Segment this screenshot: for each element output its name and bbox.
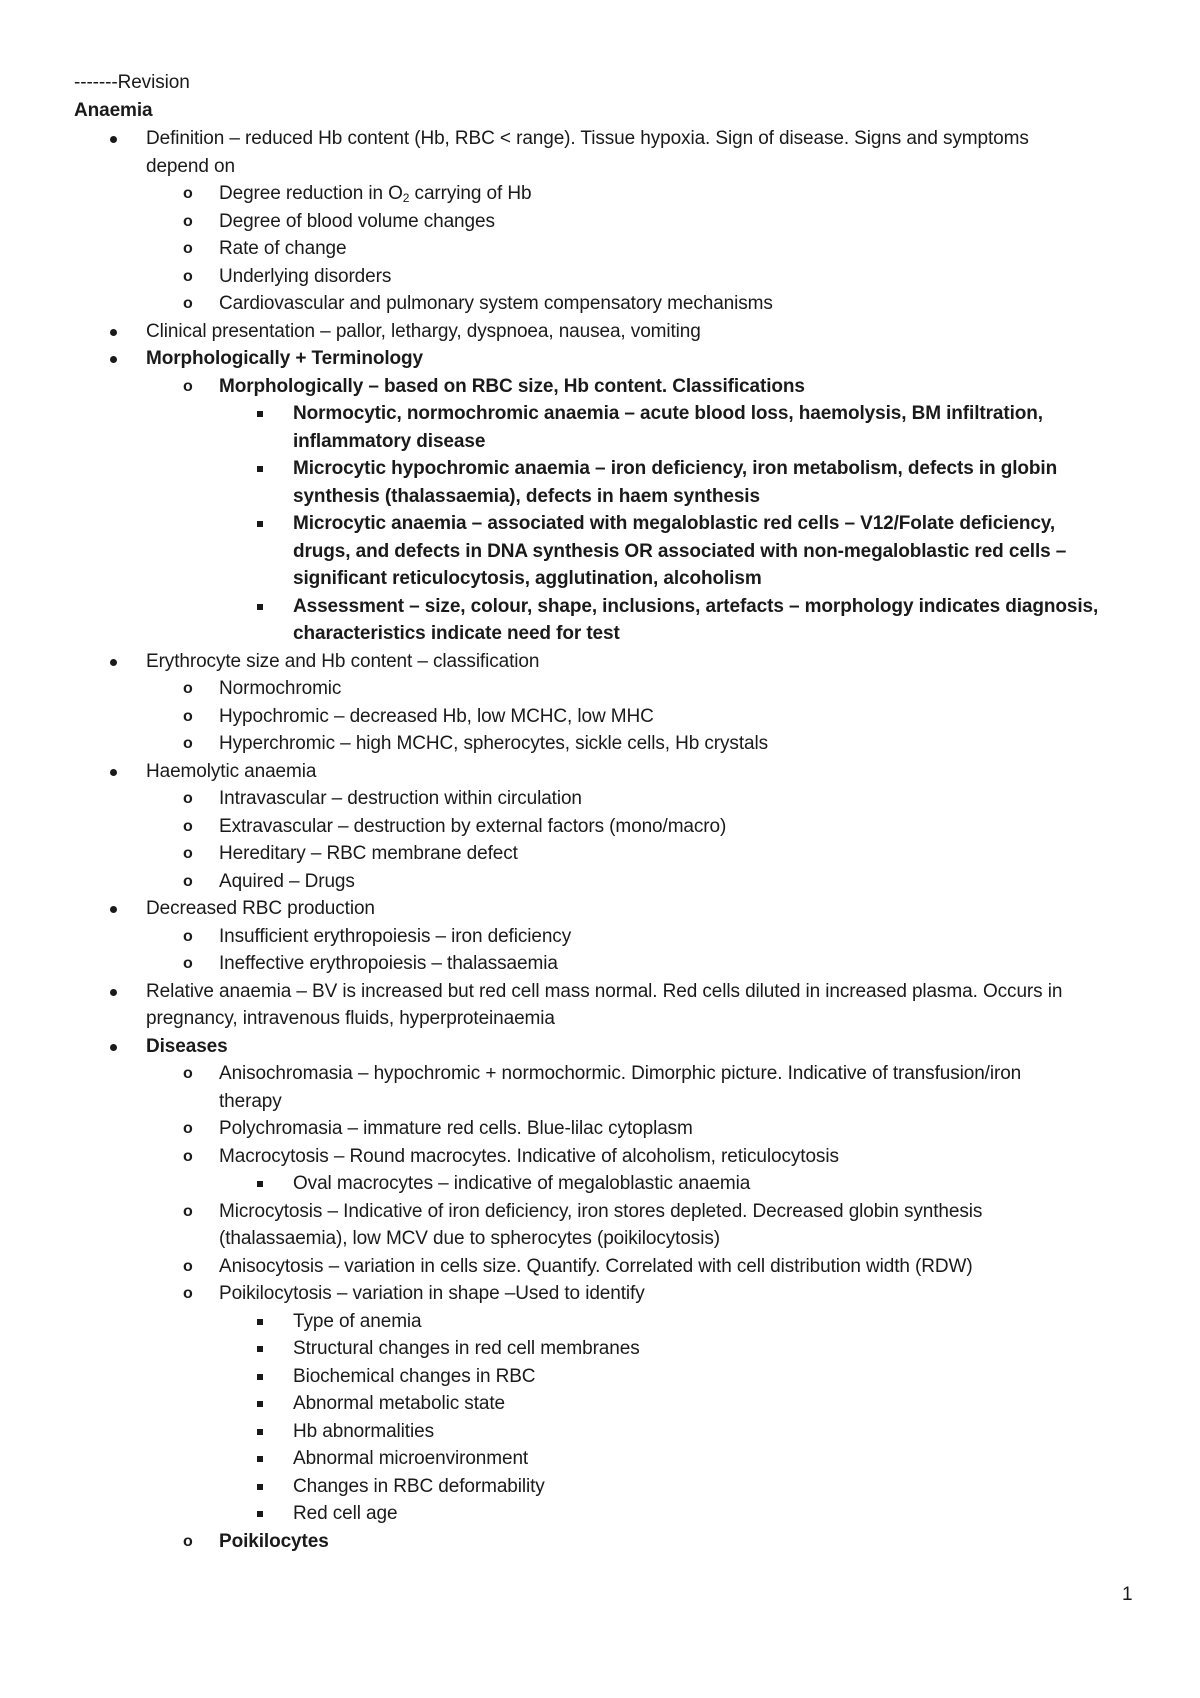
list-item — [0, 456, 1200, 482]
list-item — [0, 814, 1200, 840]
list-item-text: Ineffective erythropoiesis – thalassaemia — [219, 953, 558, 974]
bullet-circle-icon: o — [183, 707, 193, 725]
list-item — [0, 1254, 1200, 1280]
list-item-text: Diseases — [146, 1035, 228, 1057]
list-item — [0, 924, 1200, 950]
list-item-text: Red cell age — [293, 1503, 398, 1524]
list-item — [0, 1474, 1200, 1500]
list-item-text — [219, 181, 531, 207]
list-item — [0, 676, 1200, 702]
bullet-square-icon — [257, 521, 263, 527]
list-item-text: Hypochromic – decreased Hb, low MCHC, low MHC — [219, 705, 654, 727]
list-item — [0, 374, 1200, 400]
list-item — [0, 1281, 1200, 1307]
list-item — [0, 1446, 1200, 1472]
bullet-disc-icon — [110, 769, 117, 776]
bullet-square-icon — [257, 1181, 263, 1187]
bullet-circle-icon: o — [183, 1532, 193, 1550]
list-item-text: Structural changes in red cell membranes — [293, 1338, 640, 1359]
list-item — [0, 1171, 1200, 1197]
list-item-text: Intravascular – destruction within circulation — [219, 788, 582, 809]
revision-header: -------Revision — [74, 72, 190, 93]
list-item — [0, 786, 1200, 812]
list-item — [0, 649, 1200, 675]
bullet-circle-icon: o — [183, 1285, 193, 1302]
list-item-text: characteristics indicate need for test — [293, 623, 620, 644]
list-item-text: Hb abnormalities — [293, 1420, 434, 1442]
bullet-circle-icon: o — [183, 680, 193, 697]
list-item-text: Type of anemia — [293, 1310, 422, 1332]
list-item-text: Hereditary – RBC membrane defect — [219, 843, 518, 864]
bullet-disc-icon — [110, 136, 117, 143]
list-item-text: Rate of change — [219, 238, 347, 259]
list-item — [0, 1529, 1200, 1555]
list-item-text: Poikilocytosis – variation in shape –Used to identify — [219, 1283, 645, 1304]
list-item-text: Microcytic hypochromic anaemia – iron deficiency, iron metabolism, defects in globin — [293, 458, 1058, 479]
bullet-circle-icon: o — [183, 955, 193, 972]
list-item — [0, 319, 1200, 345]
bullet-disc-icon — [110, 989, 117, 996]
list-item-text: Abnormal metabolic state — [293, 1393, 505, 1414]
bullet-circle-icon: o — [183, 927, 193, 945]
list-item-text: pregnancy, intravenous fluids, hyperproteinaemia — [146, 1008, 555, 1029]
bullet-circle-icon: o — [183, 295, 193, 312]
list-item-text: Oval macrocytes – indicative of megaloblastic anaemia — [293, 1173, 751, 1194]
list-item-text: Underlying disorders — [219, 265, 392, 287]
list-item — [0, 841, 1200, 867]
list-item — [0, 621, 1200, 647]
bullet-circle-icon: o — [183, 212, 193, 230]
bullet-square-icon — [257, 1401, 263, 1407]
list-item — [0, 1391, 1200, 1417]
bullet-square-icon — [257, 1374, 263, 1380]
list-item-text: Relative anaemia – BV is increased but red cell mass normal. Red cells diluted in increased plasma. Occurs in — [146, 980, 1063, 1002]
list-item — [0, 1336, 1200, 1362]
bullet-square-icon — [257, 1456, 263, 1462]
bullet-circle-icon: o — [183, 1202, 193, 1220]
list-item — [0, 1364, 1200, 1390]
list-item — [0, 236, 1200, 262]
bullet-square-icon — [257, 411, 263, 417]
list-item-text: Anisocytosis – variation in cells size. Quantify. Correlated with cell distribution width (RDW) — [219, 1255, 973, 1277]
list-item-text: Abnormal microenvironment — [293, 1448, 529, 1469]
bullet-disc-icon — [110, 1044, 117, 1051]
list-item-text: inflammatory disease — [293, 430, 486, 452]
list-item-text: depend on — [146, 155, 235, 177]
list-item — [0, 291, 1200, 317]
list-item — [0, 264, 1200, 290]
list-item — [0, 951, 1200, 977]
list-item — [0, 869, 1200, 895]
bullet-square-icon — [257, 1319, 263, 1325]
list-item — [0, 704, 1200, 730]
list-item-text: Haemolytic anaemia — [146, 760, 317, 782]
list-item — [0, 566, 1200, 592]
list-item-text: Morphologically – based on RBC size, Hb content. Classifications — [219, 375, 805, 397]
list-item-text: drugs, and defects in DNA synthesis OR associated with non-megaloblastic red cells – — [293, 540, 1067, 562]
list-item-text: Polychromasia – immature red cells. Blue-lilac cytoplasm — [219, 1118, 693, 1139]
bullet-circle-icon: o — [183, 267, 193, 285]
bullet-square-icon — [257, 1346, 263, 1352]
list-item — [0, 731, 1200, 757]
list-item — [0, 346, 1200, 372]
list-item-text: Assessment – size, colour, shape, inclusions, artefacts – morphology indicates diagnosis, — [293, 595, 1099, 617]
bullet-square-icon — [257, 1429, 263, 1435]
list-item — [0, 1006, 1200, 1032]
bullet-circle-icon: o — [183, 872, 193, 890]
list-item-text: Changes in RBC deformability — [293, 1475, 545, 1497]
list-item-text: Biochemical changes in RBC — [293, 1365, 536, 1387]
list-item — [0, 429, 1200, 455]
list-item-text: Insufficient erythropoiesis – iron deficiency — [219, 925, 572, 947]
list-item-text: significant reticulocytosis, agglutination, alcoholism — [293, 568, 762, 589]
subscript: 2 — [402, 191, 410, 205]
list-item — [0, 1226, 1200, 1252]
list-item — [0, 896, 1200, 922]
list-item — [0, 1309, 1200, 1335]
bullet-circle-icon: o — [183, 1120, 193, 1137]
bullet-circle-icon: o — [183, 240, 193, 257]
list-item-text: Poikilocytes — [219, 1530, 329, 1552]
list-item — [0, 181, 1200, 207]
list-item — [0, 979, 1200, 1005]
list-item-text: Decreased RBC production — [146, 898, 375, 919]
bullet-circle-icon: o — [183, 735, 193, 752]
list-item-text: therapy — [219, 1090, 282, 1112]
bullet-circle-icon: o — [183, 377, 193, 395]
list-item-text: Macrocytosis – Round macrocytes. Indicative of alcoholism, reticulocytosis — [219, 1145, 839, 1167]
list-item-text: Anisochromasia – hypochromic + normochormic. Dimorphic picture. Indicative of transfusion/iron — [219, 1063, 1022, 1084]
list-item-text: Hyperchromic – high MCHC, spherocytes, sickle cells, Hb crystals — [219, 733, 768, 754]
list-item — [0, 759, 1200, 785]
bullet-circle-icon: o — [183, 1147, 193, 1165]
list-item-text: Normochromic — [219, 678, 342, 699]
list-item-text: Microcytic anaemia – associated with megaloblastic red cells – V12/Folate deficiency, — [293, 513, 1056, 534]
bullet-disc-icon — [110, 906, 117, 913]
bullet-disc-icon — [110, 329, 117, 336]
list-item — [0, 1116, 1200, 1142]
bullet-square-icon — [257, 1484, 263, 1490]
bullet-circle-icon: o — [183, 845, 193, 862]
bullet-square-icon — [257, 1511, 263, 1517]
bullet-circle-icon: o — [183, 817, 193, 835]
list-item-text: Clinical presentation – pallor, lethargy, dyspnoea, nausea, vomiting — [146, 320, 701, 342]
bullet-circle-icon: o — [183, 1257, 193, 1275]
list-item-text: Degree of blood volume changes — [219, 210, 495, 232]
list-item-text: Normocytic, normochromic anaemia – acute blood loss, haemolysis, BM infiltration, — [293, 403, 1043, 424]
list-item-text: synthesis (thalassaemia), defects in haem synthesis — [293, 485, 760, 507]
list-item — [0, 1144, 1200, 1170]
list-item — [0, 1501, 1200, 1527]
list-item-text: Morphologically + Terminology — [146, 348, 424, 369]
bullet-disc-icon — [110, 356, 117, 363]
list-item — [0, 1034, 1200, 1060]
bullet-circle-icon: o — [183, 185, 193, 202]
list-item — [0, 1089, 1200, 1115]
bullet-disc-icon — [110, 659, 117, 666]
list-item — [0, 126, 1200, 152]
list-item-text: Extravascular – destruction by external factors (mono/macro) — [219, 815, 727, 837]
bullet-circle-icon: o — [183, 1065, 193, 1082]
list-item — [0, 539, 1200, 565]
list-item — [0, 1419, 1200, 1445]
list-item — [0, 209, 1200, 235]
page-number: 1 — [1122, 1584, 1133, 1605]
list-item-text-after: carrying of Hb — [409, 183, 532, 204]
bullet-circle-icon: o — [183, 790, 193, 807]
list-item-text: Cardiovascular and pulmonary system compensatory mechanisms — [219, 293, 773, 314]
list-item-text-before: Degree reduction in O — [219, 183, 403, 204]
section-title: Anaemia — [74, 100, 153, 121]
list-item — [0, 401, 1200, 427]
list-item — [0, 484, 1200, 510]
list-item-text: Aquired – Drugs — [219, 870, 355, 892]
list-item-text: (thalassaemia), low MCV due to spherocytes (poikilocytosis) — [219, 1228, 720, 1249]
list-item — [0, 511, 1200, 537]
list-item — [0, 1061, 1200, 1087]
list-item — [0, 594, 1200, 620]
bullet-square-icon — [257, 466, 263, 472]
list-item-text: Erythrocyte size and Hb content – classification — [146, 650, 540, 672]
list-item — [0, 154, 1200, 180]
list-item-text: Microcytosis – Indicative of iron deficiency, iron stores depleted. Decreased globin synthesis — [219, 1200, 983, 1222]
list-item — [0, 1199, 1200, 1225]
list-item-text: Definition – reduced Hb content (Hb, RBC < range). Tissue hypoxia. Sign of disease. Signs and symptoms — [146, 128, 1029, 149]
bullet-square-icon — [257, 604, 263, 610]
